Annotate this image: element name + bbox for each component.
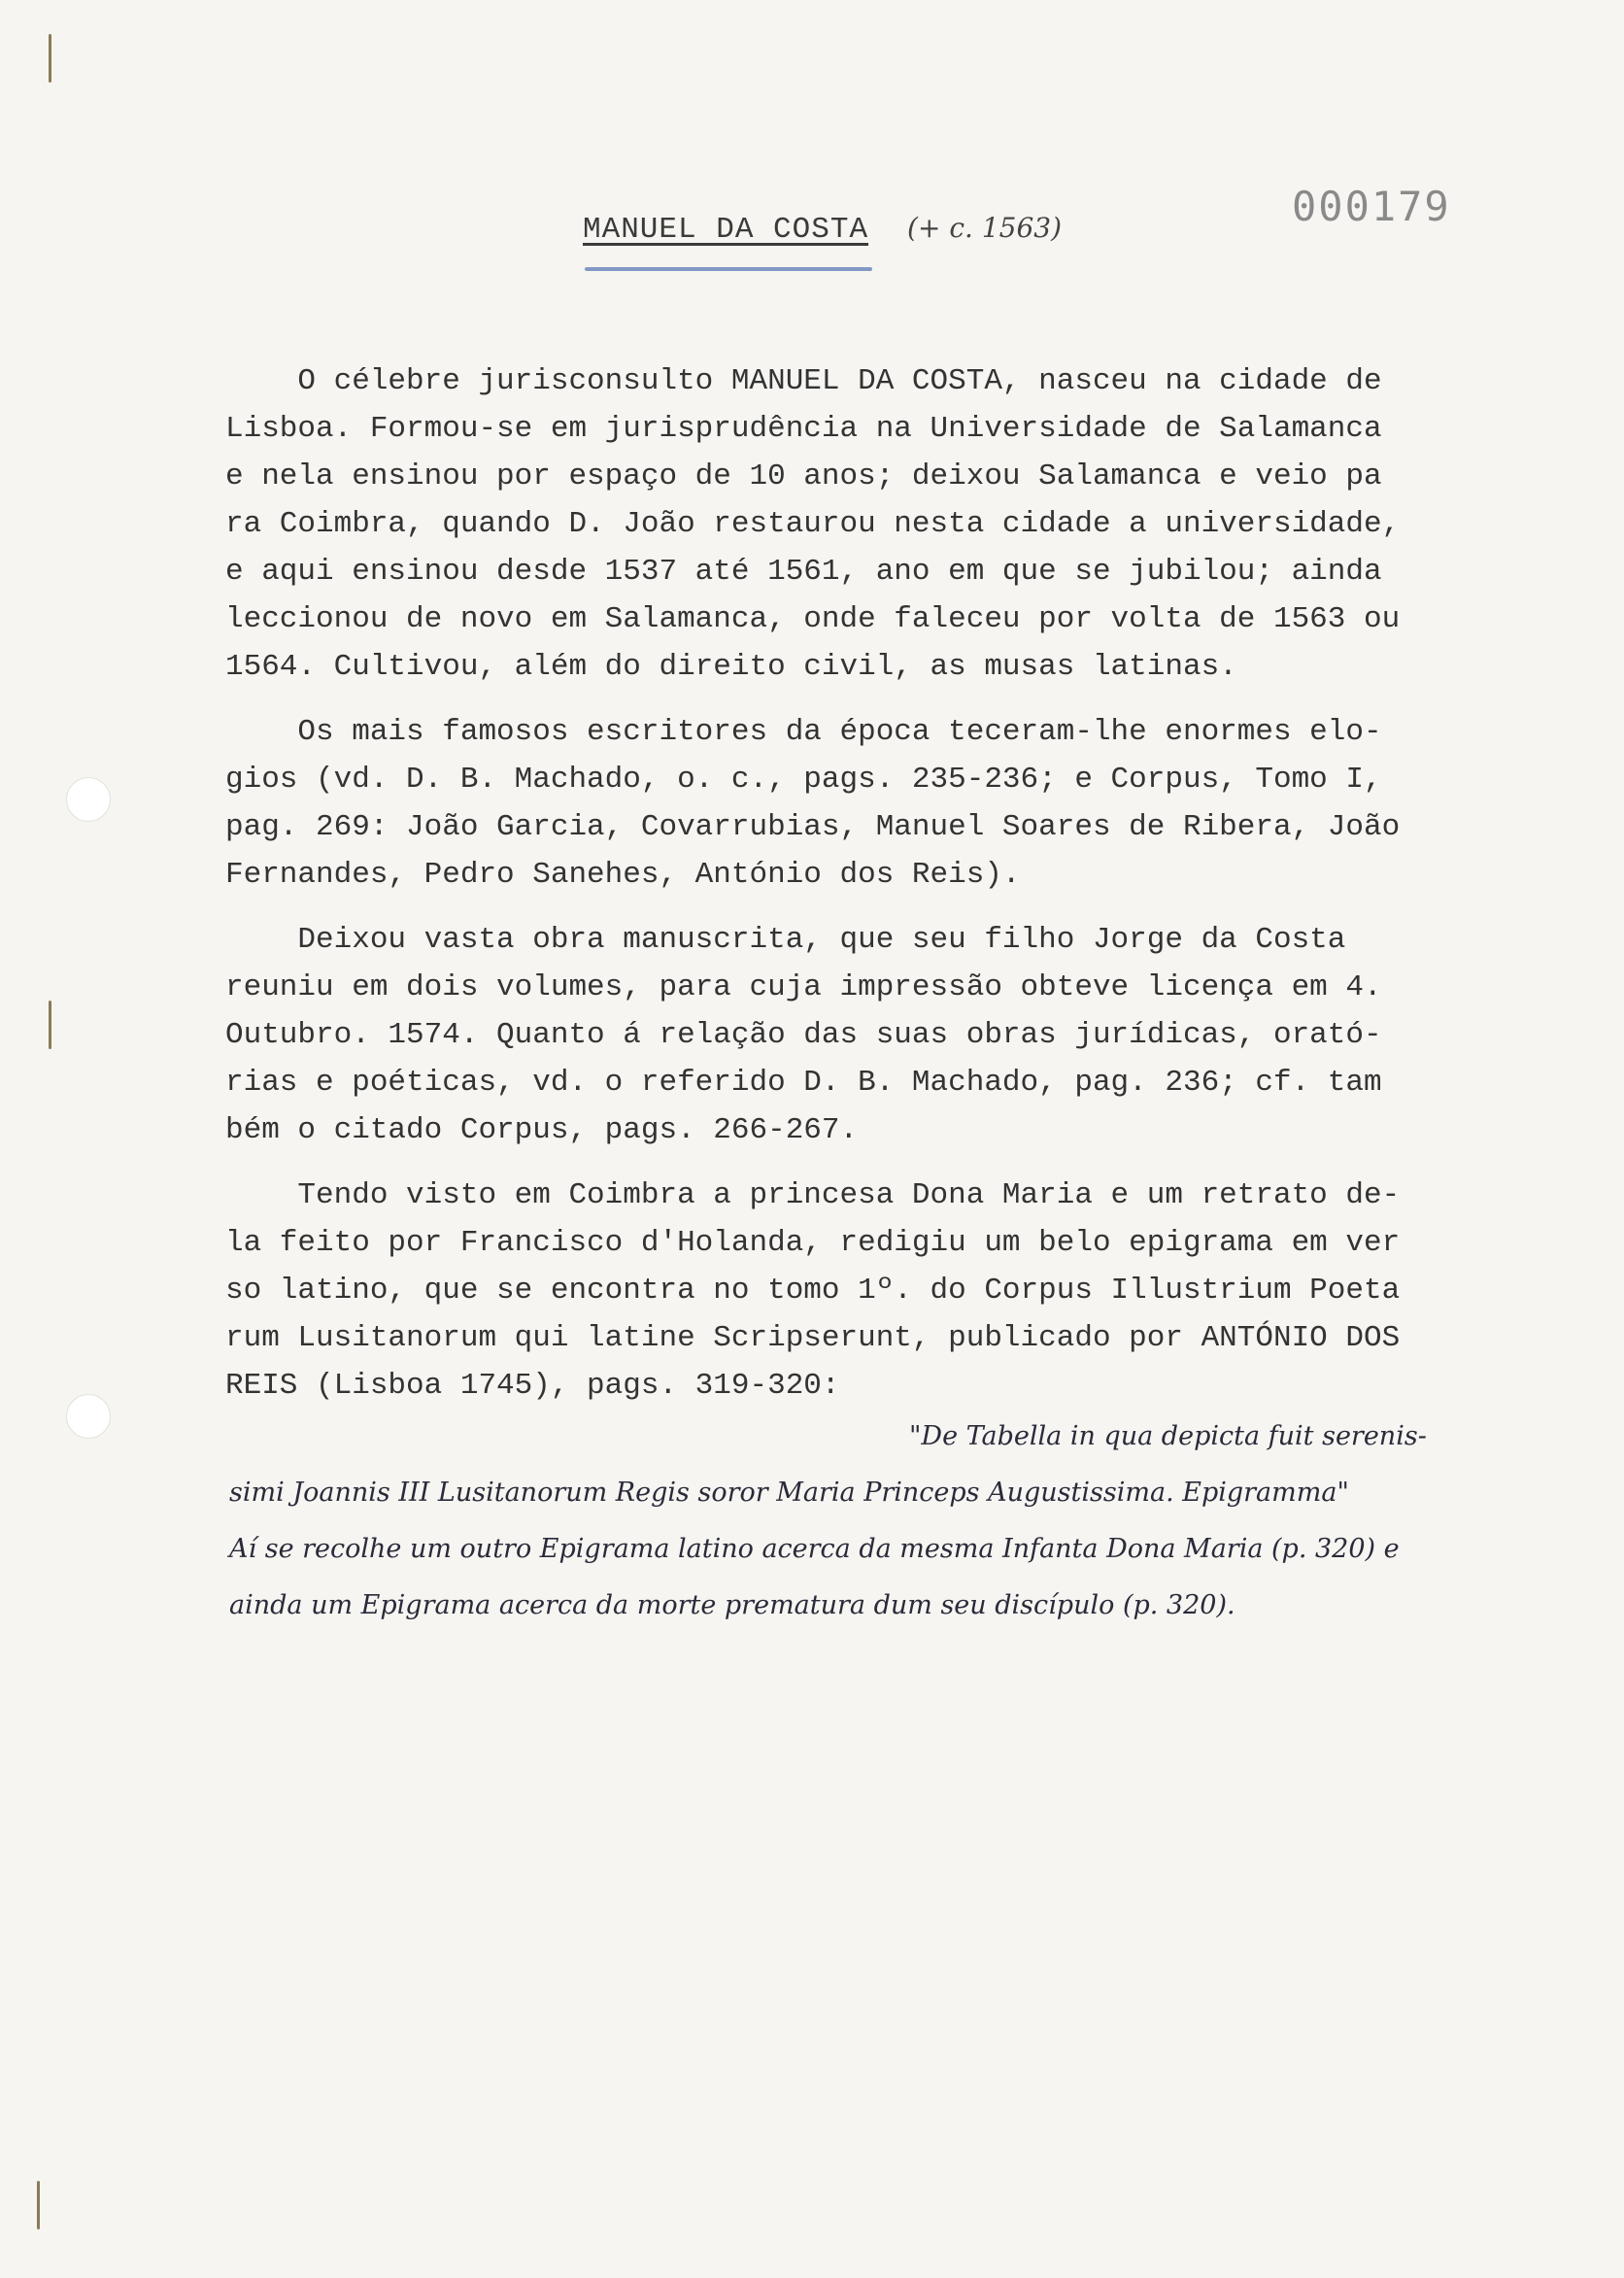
text-line: Fernandes, Pedro Sanehes, António dos Reis). xyxy=(225,858,1021,892)
text-line: ra Coimbra, quando D. João restaurou nesta cidade a universidade, xyxy=(225,507,1401,541)
title-underline-pen xyxy=(585,267,872,271)
handwritten-line: simi Joannis III Lusitanorum Regis soror Maria Princeps Augustissima. Epigramma" xyxy=(229,1478,1349,1508)
text-line: rum Lusitanorum qui latine Scripserunt, publicado por ANTÓNIO DOS xyxy=(225,1321,1401,1355)
margin-mark xyxy=(49,1001,51,1049)
text-line: Lisboa. Formou-se em jurisprudência na Universidade de Salamanca xyxy=(225,412,1382,446)
text-line: Os mais famosos escritores da época teceram-lhe enormes elo- xyxy=(225,715,1382,749)
text-line: e nela ensinou por espaço de 10 anos; deixou Salamanca e veio pa xyxy=(225,459,1382,493)
paragraph-3 xyxy=(225,916,1527,1154)
document-body xyxy=(225,357,1527,1427)
punch-hole xyxy=(66,777,111,822)
punch-hole xyxy=(66,1394,111,1439)
text-line: O célebre jurisconsulto MANUEL DA COSTA, nasceu na cidade de xyxy=(225,364,1382,398)
margin-mark xyxy=(49,34,51,83)
margin-mark xyxy=(37,2181,40,2229)
paragraph-2 xyxy=(225,708,1527,899)
page-title: MANUEL DA COSTA xyxy=(583,213,869,247)
archive-number-stamp: 000179 xyxy=(1292,183,1451,230)
handwritten-line: Aí se recolhe um outro Epigrama latino acerca da mesma Infanta Dona Maria (p. 320) e xyxy=(229,1534,1400,1564)
text-line: bém o citado Corpus, pags. 266-267. xyxy=(225,1113,859,1147)
text-line: REIS (Lisboa 1745), pags. 319-320: xyxy=(225,1369,840,1403)
text-line: Outubro. 1574. Quanto á relação das suas obras jurídicas, orató- xyxy=(225,1018,1382,1052)
text-line: so latino, que se encontra no tomo 1º. do Corpus Illustrium Poeta xyxy=(225,1274,1401,1308)
paragraph-4 xyxy=(225,1172,1527,1410)
title-row xyxy=(583,212,1062,247)
text-line: rias e poéticas, vd. o referido D. B. Machado, pag. 236; cf. tam xyxy=(225,1066,1382,1100)
handwritten-title-note: (+ c. 1563) xyxy=(907,212,1062,244)
text-line: pag. 269: João Garcia, Covarrubias, Manuel Soares de Ribera, João xyxy=(225,810,1401,844)
handwritten-line: "De Tabella in qua depicta fuit serenis- xyxy=(909,1421,1427,1451)
text-line: Deixou vasta obra manuscrita, que seu filho Jorge da Costa xyxy=(225,923,1346,957)
handwritten-annotation xyxy=(229,1421,1599,1634)
text-line: Tendo visto em Coimbra a princesa Dona Maria e um retrato de- xyxy=(225,1178,1401,1212)
text-line: e aqui ensinou desde 1537 até 1561, ano em que se jubilou; ainda xyxy=(225,555,1382,589)
text-line: reuniu em dois volumes, para cuja impressão obteve licença em 4. xyxy=(225,970,1382,1004)
handwritten-line: ainda um Epigrama acerca da morte prematura dum seu discípulo (p. 320). xyxy=(229,1590,1235,1620)
paragraph-1 xyxy=(225,357,1527,691)
text-line: 1564. Cultivou, além do direito civil, as musas latinas. xyxy=(225,650,1237,684)
text-line: gios (vd. D. B. Machado, o. c., pags. 235-236; e Corpus, Tomo I, xyxy=(225,763,1382,797)
text-line: leccionou de novo em Salamanca, onde faleceu por volta de 1563 ou xyxy=(225,602,1401,636)
text-line: la feito por Francisco d'Holanda, redigiu um belo epigrama em ver xyxy=(225,1226,1401,1260)
